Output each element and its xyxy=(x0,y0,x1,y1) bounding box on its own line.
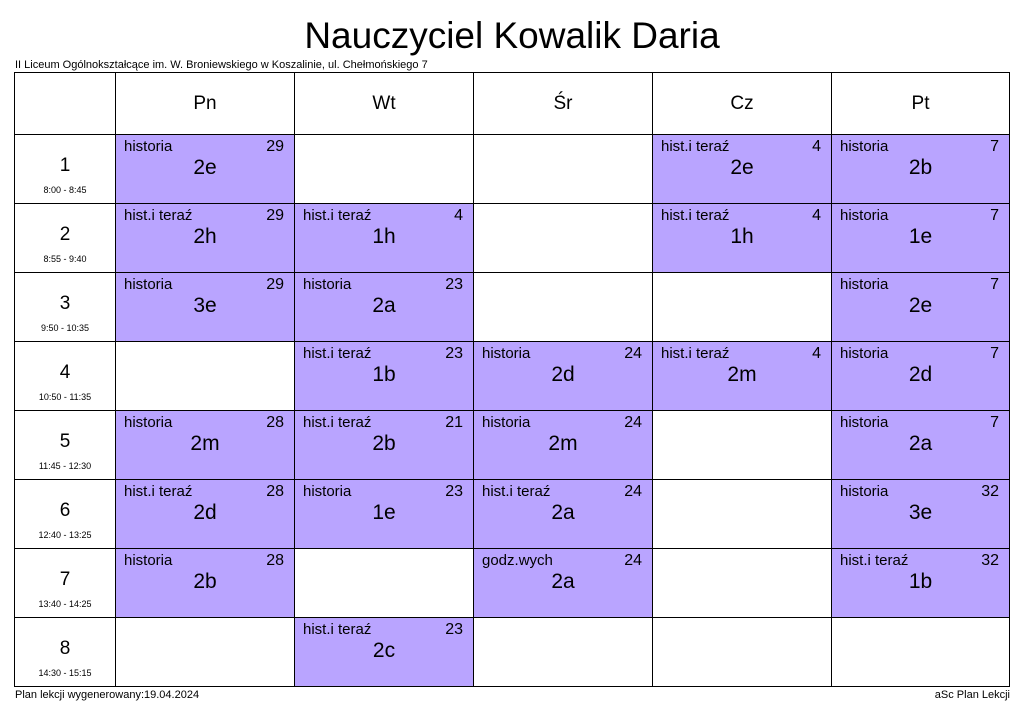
lesson-subject: hist.i teraź xyxy=(482,483,551,500)
lesson-cell[interactable] xyxy=(653,204,832,273)
lesson-cell[interactable] xyxy=(474,549,653,618)
lesson-group: 2d xyxy=(193,501,217,524)
lesson-room: 7 xyxy=(990,138,999,155)
lesson-group: 1b xyxy=(908,570,933,593)
lesson-group: 2h xyxy=(193,225,217,248)
lesson-group: 2e xyxy=(193,156,217,179)
period-cell xyxy=(15,480,116,549)
lesson-room: 28 xyxy=(266,483,284,500)
empty-cell xyxy=(474,204,653,273)
lesson-cell[interactable] xyxy=(832,342,1010,411)
lesson-group: 2a xyxy=(372,294,396,317)
lesson-room: 23 xyxy=(445,276,463,293)
lesson-group: 2b xyxy=(193,570,217,593)
period-number: 7 xyxy=(59,569,71,590)
lesson-cell[interactable] xyxy=(295,204,474,273)
lesson-subject: historia xyxy=(124,276,173,293)
period-number: 8 xyxy=(59,638,71,659)
period-number: 2 xyxy=(59,224,71,245)
lesson-group: 2b xyxy=(908,156,933,179)
empty-cell xyxy=(653,411,832,480)
lesson-group: 2a xyxy=(908,432,933,455)
lesson-subject: hist.i teraź xyxy=(303,207,372,224)
lesson-subject: hist.i teraź xyxy=(124,483,193,500)
lesson-room: 23 xyxy=(445,483,463,500)
lesson-cell[interactable] xyxy=(116,204,295,273)
lesson-room: 32 xyxy=(981,483,999,500)
lesson-room: 32 xyxy=(981,552,999,569)
period-row xyxy=(15,549,1010,618)
lesson-room: 29 xyxy=(266,276,284,293)
lesson-subject: hist.i teraź xyxy=(303,414,372,431)
lesson-subject: historia xyxy=(482,414,531,431)
lesson-group: 3e xyxy=(908,501,933,524)
lesson-subject: historia xyxy=(840,345,889,362)
period-cell xyxy=(15,135,116,204)
day-header: Śr xyxy=(474,73,653,135)
period-time: 10:50 - 11:35 xyxy=(38,392,92,402)
lesson-subject: hist.i teraź xyxy=(303,621,372,638)
empty-cell xyxy=(653,480,832,549)
lesson-group: 2e xyxy=(730,156,754,179)
lesson-subject: godz.wych xyxy=(482,552,553,569)
lesson-group: 1b xyxy=(372,363,396,386)
lesson-cell[interactable] xyxy=(474,411,653,480)
day-header-row xyxy=(15,73,1010,135)
lesson-room: 4 xyxy=(812,207,821,224)
day-header: Pn xyxy=(116,73,295,135)
lesson-subject: historia xyxy=(124,552,173,569)
lesson-room: 24 xyxy=(624,345,642,362)
lesson-group: 1e xyxy=(908,225,933,248)
lesson-cell[interactable] xyxy=(295,480,474,549)
school-name: II Liceum Ogólnokształcące im. W. Broniewskiego w Koszalinie, ul. Chełmońskiego 7 xyxy=(15,59,428,71)
lesson-subject: historia xyxy=(124,414,173,431)
period-number: 3 xyxy=(59,293,71,314)
lesson-group: 2m xyxy=(548,432,578,455)
period-cell xyxy=(15,273,116,342)
empty-cell xyxy=(474,135,653,204)
lesson-group: 2c xyxy=(372,639,396,662)
lesson-cell[interactable] xyxy=(295,342,474,411)
lesson-group: 1h xyxy=(730,225,754,248)
period-row xyxy=(15,480,1010,549)
empty-cell xyxy=(474,618,653,687)
empty-cell xyxy=(116,342,295,411)
period-cell xyxy=(15,618,116,687)
lesson-room: 29 xyxy=(266,207,284,224)
period-number: 6 xyxy=(59,500,71,521)
period-row xyxy=(15,135,1010,204)
lesson-subject: hist.i teraź xyxy=(303,345,372,362)
lesson-room: 24 xyxy=(624,483,642,500)
lesson-room: 4 xyxy=(812,345,821,362)
lesson-cell[interactable] xyxy=(832,135,1010,204)
lesson-group: 2m xyxy=(727,363,757,386)
empty-cell xyxy=(653,618,832,687)
lesson-subject: historia xyxy=(840,138,889,155)
lesson-cell[interactable] xyxy=(116,135,295,204)
lesson-cell[interactable] xyxy=(116,480,295,549)
lesson-room: 23 xyxy=(445,345,463,362)
day-header: Pt xyxy=(832,73,1010,135)
lesson-cell[interactable] xyxy=(832,549,1010,618)
lesson-subject: hist.i teraź xyxy=(661,138,730,155)
lesson-subject: historia xyxy=(303,276,352,293)
lesson-group: 1e xyxy=(372,501,396,524)
lesson-group: 3e xyxy=(193,294,217,317)
lesson-cell[interactable] xyxy=(653,135,832,204)
period-cell xyxy=(15,342,116,411)
lesson-cell[interactable] xyxy=(832,411,1010,480)
period-row xyxy=(15,618,1010,687)
empty-cell xyxy=(295,135,474,204)
period-row xyxy=(15,342,1010,411)
period-number: 5 xyxy=(59,431,71,452)
lesson-cell[interactable] xyxy=(116,549,295,618)
lesson-room: 28 xyxy=(266,552,284,569)
day-header: Cz xyxy=(653,73,832,135)
period-row xyxy=(15,411,1010,480)
lesson-room: 28 xyxy=(266,414,284,431)
lesson-room: 4 xyxy=(454,207,463,224)
period-cell xyxy=(15,411,116,480)
empty-cell xyxy=(653,273,832,342)
lesson-group: 2d xyxy=(551,363,575,386)
lesson-cell[interactable] xyxy=(116,411,295,480)
lesson-subject: hist.i teraź xyxy=(661,345,730,362)
lesson-cell[interactable] xyxy=(295,411,474,480)
page-title: Nauczyciel Kowalik Daria xyxy=(304,15,720,56)
lesson-room: 23 xyxy=(445,621,463,638)
empty-cell xyxy=(832,618,1010,687)
lesson-room: 21 xyxy=(445,414,463,431)
lesson-group: 2d xyxy=(908,363,933,386)
lesson-room: 7 xyxy=(990,345,999,362)
lesson-room: 29 xyxy=(266,138,284,155)
lesson-cell[interactable] xyxy=(295,273,474,342)
lesson-subject: historia xyxy=(840,207,889,224)
generated-date: Plan lekcji wygenerowany:19.04.2024 xyxy=(15,689,200,701)
period-cell xyxy=(15,549,116,618)
lesson-room: 4 xyxy=(812,138,821,155)
lesson-cell[interactable] xyxy=(653,342,832,411)
lesson-subject: historia xyxy=(303,483,352,500)
period-number: 4 xyxy=(59,362,71,383)
period-time: 11:45 - 12:30 xyxy=(38,461,92,471)
period-time: 13:40 - 14:25 xyxy=(38,599,92,609)
empty-cell xyxy=(653,549,832,618)
lesson-subject: historia xyxy=(840,276,889,293)
lesson-cell[interactable] xyxy=(474,480,653,549)
lesson-group: 2a xyxy=(551,501,575,524)
corner-cell xyxy=(15,73,116,135)
lesson-cell[interactable] xyxy=(832,273,1010,342)
lesson-room: 24 xyxy=(624,552,642,569)
lesson-cell[interactable] xyxy=(474,342,653,411)
lesson-room: 7 xyxy=(990,207,999,224)
period-time: 9:50 - 10:35 xyxy=(40,323,90,333)
lesson-group: 1h xyxy=(372,225,396,248)
lesson-group: 2m xyxy=(190,432,220,455)
lesson-cell[interactable] xyxy=(295,618,474,687)
period-time: 12:40 - 13:25 xyxy=(38,530,92,540)
period-cell xyxy=(15,204,116,273)
period-time: 14:30 - 15:15 xyxy=(38,668,92,678)
period-row xyxy=(15,273,1010,342)
lesson-subject: hist.i teraź xyxy=(840,552,909,569)
lesson-room: 7 xyxy=(990,414,999,431)
period-row xyxy=(15,204,1010,273)
empty-cell xyxy=(116,618,295,687)
lesson-group: 2a xyxy=(551,570,575,593)
lesson-room: 24 xyxy=(624,414,642,431)
timetable xyxy=(14,72,1010,687)
lesson-cell[interactable] xyxy=(116,273,295,342)
period-time: 8:00 - 8:45 xyxy=(43,185,87,195)
empty-cell xyxy=(295,549,474,618)
lesson-subject: historia xyxy=(840,483,889,500)
period-number: 1 xyxy=(59,155,71,176)
brand-label: aSc Plan Lekcji xyxy=(934,689,1010,701)
lesson-subject: hist.i teraź xyxy=(124,207,193,224)
period-time: 8:55 - 9:40 xyxy=(43,254,87,264)
lesson-room: 7 xyxy=(990,276,999,293)
lesson-group: 2b xyxy=(372,432,396,455)
lesson-subject: hist.i teraź xyxy=(661,207,730,224)
lesson-cell[interactable] xyxy=(832,204,1010,273)
lesson-subject: historia xyxy=(124,138,173,155)
lesson-subject: historia xyxy=(840,414,889,431)
empty-cell xyxy=(474,273,653,342)
lesson-group: 2e xyxy=(908,294,933,317)
day-header: Wt xyxy=(295,73,474,135)
lesson-subject: historia xyxy=(482,345,531,362)
lesson-cell[interactable] xyxy=(832,480,1010,549)
